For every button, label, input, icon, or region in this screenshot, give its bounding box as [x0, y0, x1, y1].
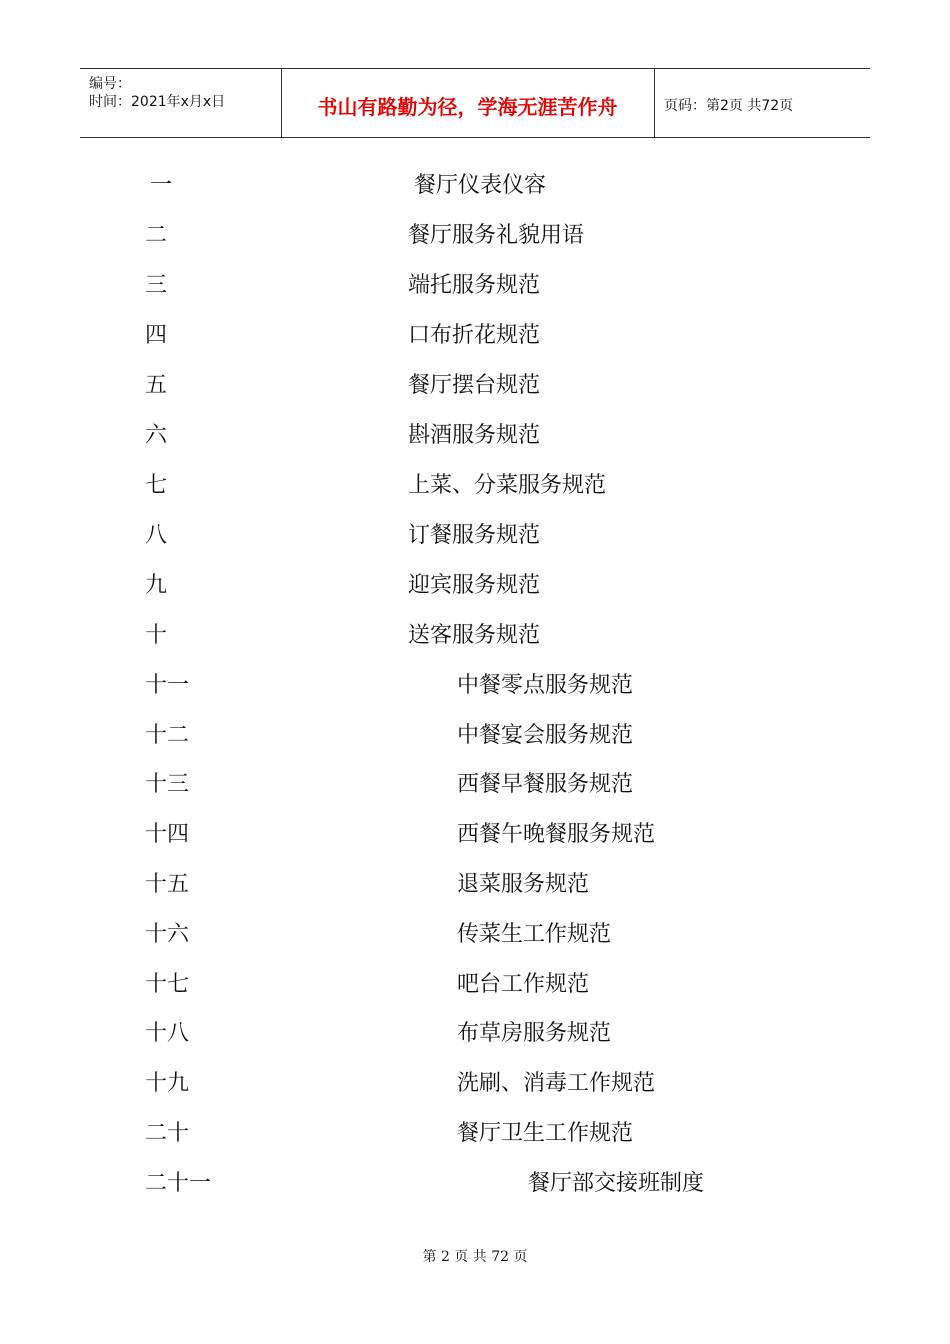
toc-number: 六 — [145, 423, 168, 448]
page-footer: 第 2 页 共 72 页 — [422, 1249, 528, 1265]
toc-row — [0, 368, 950, 398]
toc-number: 十三 — [145, 772, 190, 797]
toc-row — [0, 767, 950, 797]
number-label: 编号： — [89, 76, 131, 92]
toc-title: 餐厅部交接班制度 — [528, 1171, 705, 1196]
toc-number: 三 — [145, 273, 168, 298]
page-info: 页码：第2页 共72页 — [664, 98, 794, 114]
toc-title: 洗刷、消毒工作规范 — [457, 1071, 656, 1096]
toc-number: 四 — [145, 323, 168, 348]
toc-row — [0, 268, 950, 298]
toc-row — [0, 218, 950, 248]
time-label: 时间：2021年x月x日 — [89, 94, 226, 110]
toc-title: 餐厅仪表仪容 — [414, 173, 547, 198]
toc-row — [0, 1016, 950, 1046]
toc-row — [0, 1116, 950, 1146]
toc-title: 中餐零点服务规范 — [457, 673, 634, 698]
toc-title: 端托服务规范 — [408, 273, 541, 298]
toc-row — [0, 518, 950, 548]
header-page-cell — [654, 69, 870, 137]
toc-title: 西餐早餐服务规范 — [457, 772, 634, 797]
toc-title: 西餐午晚餐服务规范 — [457, 822, 656, 847]
toc-number: 一 — [150, 173, 173, 198]
toc-title: 上菜、分菜服务规范 — [408, 473, 607, 498]
toc-number: 九 — [145, 573, 168, 598]
toc-row — [0, 418, 950, 448]
page-header — [80, 68, 870, 138]
toc-title: 口布折花规范 — [408, 323, 541, 348]
toc-title: 斟酒服务规范 — [408, 423, 541, 448]
toc-number: 十 — [145, 623, 168, 648]
toc-number: 二十一 — [145, 1171, 212, 1196]
toc-row — [0, 318, 950, 348]
toc-title: 布草房服务规范 — [457, 1021, 612, 1046]
header-info-cell — [80, 69, 282, 137]
toc-title: 送客服务规范 — [408, 623, 541, 648]
toc-row — [0, 668, 950, 698]
toc-number: 十一 — [145, 673, 190, 698]
toc-row — [0, 817, 950, 847]
header-motto-cell — [281, 69, 655, 137]
toc-title: 餐厅卫生工作规范 — [457, 1121, 634, 1146]
toc-number: 八 — [145, 523, 168, 548]
toc-row — [0, 468, 950, 498]
toc-row — [0, 1066, 950, 1096]
toc-title: 退菜服务规范 — [457, 872, 590, 897]
toc-title: 餐厅服务礼貌用语 — [408, 223, 585, 248]
toc-number: 二十 — [145, 1121, 190, 1146]
toc-row — [0, 917, 950, 947]
toc-number: 二 — [145, 223, 168, 248]
toc-number: 十六 — [145, 922, 190, 947]
toc-row — [0, 618, 950, 648]
toc-title: 中餐宴会服务规范 — [457, 723, 634, 748]
toc-number: 五 — [145, 373, 168, 398]
toc-number: 十九 — [145, 1071, 190, 1096]
toc-title: 吧台工作规范 — [457, 972, 590, 997]
toc-row — [0, 568, 950, 598]
motto: 书山有路勤为径，学海无涯苦作舟 — [317, 95, 618, 119]
toc-number: 七 — [145, 473, 168, 498]
toc-number: 十五 — [145, 872, 190, 897]
toc-row — [0, 718, 950, 748]
toc-row — [0, 1166, 950, 1196]
toc-title: 订餐服务规范 — [408, 523, 541, 548]
toc-title: 传菜生工作规范 — [457, 922, 612, 947]
toc-row — [0, 168, 950, 198]
toc-number: 十四 — [145, 822, 190, 847]
toc-number: 十七 — [145, 972, 190, 997]
toc-title: 迎宾服务规范 — [408, 573, 541, 598]
toc-title: 餐厅摆台规范 — [408, 373, 541, 398]
toc-row — [0, 967, 950, 997]
toc-number: 十八 — [145, 1021, 190, 1046]
toc-number: 十二 — [145, 723, 190, 748]
toc-row — [0, 867, 950, 897]
